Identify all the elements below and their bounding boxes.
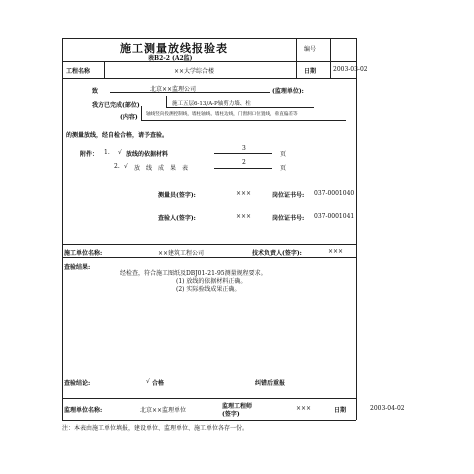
surveyor-value: ××× — [236, 190, 252, 197]
result-line-1: 经检查，符合施工图纸及DBJ01-21-95测量规程要求。 — [120, 270, 267, 277]
attachment-2-label: 放 线 成 果 表 — [134, 165, 189, 172]
supervision-unit-label: 监理单位名称: — [64, 407, 103, 414]
attachment-1-label: 放线的依据材料 — [126, 151, 169, 158]
attachment-label: 附件： — [80, 151, 99, 158]
date-label: 日期 — [304, 68, 317, 75]
project-label-divider — [104, 61, 105, 78]
attachment-2-count: 2 — [242, 159, 246, 166]
contractor-top-line — [62, 244, 356, 245]
frame-left-line — [62, 38, 63, 420]
fix-resubmit-option[interactable]: 纠错后重报 — [255, 380, 286, 387]
pass-option[interactable]: 合格 — [152, 380, 165, 387]
content-underline — [141, 120, 346, 121]
engineer-value: ××× — [296, 405, 312, 412]
pass-checkmark[interactable]: √ — [146, 378, 150, 385]
number-row-line — [296, 61, 356, 62]
conclusion-label: 查验结论: — [64, 380, 91, 387]
post-cert-value-2: 037-0001041 — [314, 213, 355, 220]
frame-right-line — [356, 38, 357, 420]
result-top-line — [62, 257, 356, 258]
contractor-unit-value: ××建筑工程公司 — [158, 250, 205, 257]
result-line-3: (2) 实际验线成果正确。 — [176, 286, 241, 293]
attachment-1-unit: 页 — [280, 151, 287, 158]
supervisor-unit-underline — [110, 92, 270, 93]
to-prefix: 致 — [92, 88, 99, 95]
content-value: 轴线竖向投测控制线，墙柱轴线、墙柱边线，门窗洞口位置线，垂直偏差等 — [146, 112, 298, 117]
surveyor-label: 测量员(签字): — [158, 192, 196, 199]
engineer-label-1: 监理工程师 — [222, 403, 253, 410]
attachment-1-checkmark: √ — [118, 149, 122, 156]
supervisor-unit-label: (监理单位): — [272, 88, 304, 95]
supervision-date-value: 2003-04-02 — [370, 405, 405, 412]
supervision-date-label: 日期 — [334, 407, 347, 414]
completed-value: 施工五层6-13/A-P轴剪力墙、柱 — [172, 101, 251, 107]
supervision-top-line — [62, 398, 356, 399]
attachment-1-number: 1. — [104, 149, 110, 156]
date-value-divider — [330, 61, 331, 78]
supervision-unit-value: 北京××监理单位 — [140, 407, 187, 414]
date-label-divider — [296, 61, 297, 78]
number-label: 编号 — [304, 46, 317, 53]
attachment-2-number: 2. — [114, 163, 120, 170]
frame-bottom-line — [62, 420, 356, 421]
result-label: 查验结果: — [64, 264, 91, 271]
attachment-1-underline — [214, 153, 272, 154]
tech-head-label: 技术负责人(签字): — [252, 250, 302, 257]
project-name-value: ××大学综合楼 — [174, 68, 215, 75]
content-box-left — [141, 106, 142, 120]
frame-top-line — [62, 38, 356, 39]
attachment-2-underline — [214, 168, 272, 169]
checker-value: ××× — [236, 213, 252, 220]
engineer-label-2: (签字) — [222, 411, 240, 418]
attachment-2-unit: 页 — [280, 165, 287, 172]
request-text: 的测量放线，经自检合格，请予查验。 — [66, 132, 169, 139]
supervisor-unit-value: 北京××监理公司 — [150, 86, 197, 93]
tech-head-value: ××× — [328, 248, 344, 255]
post-cert-value-1: 037-0001040 — [314, 190, 355, 197]
project-name-label: 工程名称 — [66, 68, 91, 75]
form-title: 施工测量放线报验表 — [120, 42, 228, 55]
post-cert-label-2: 岗位证书号: — [272, 215, 305, 222]
attachment-2-checkmark: √ — [124, 163, 128, 170]
form-subtitle: 表B2-2 (A2监) — [148, 55, 193, 62]
result-line-2: (1) 放线的依据材料正确。 — [176, 278, 247, 285]
content-label: (内容) — [120, 114, 138, 121]
footnote: 注：本表由施工单位填报，建设单位、监理单位、施工单位各存一份。 — [62, 425, 249, 432]
completed-box-left — [166, 96, 167, 107]
contractor-unit-label: 施工单位名称: — [64, 250, 103, 257]
completed-underline — [166, 107, 314, 108]
date-value: 2003-03-02 — [333, 66, 368, 73]
checker-label: 查验人(签字): — [158, 215, 196, 222]
attachment-1-count: 3 — [242, 145, 246, 152]
completed-label: 我方已完成(部位) — [92, 102, 140, 109]
project-row-top-line — [62, 78, 356, 79]
post-cert-label-1: 岗位证书号: — [272, 192, 305, 199]
